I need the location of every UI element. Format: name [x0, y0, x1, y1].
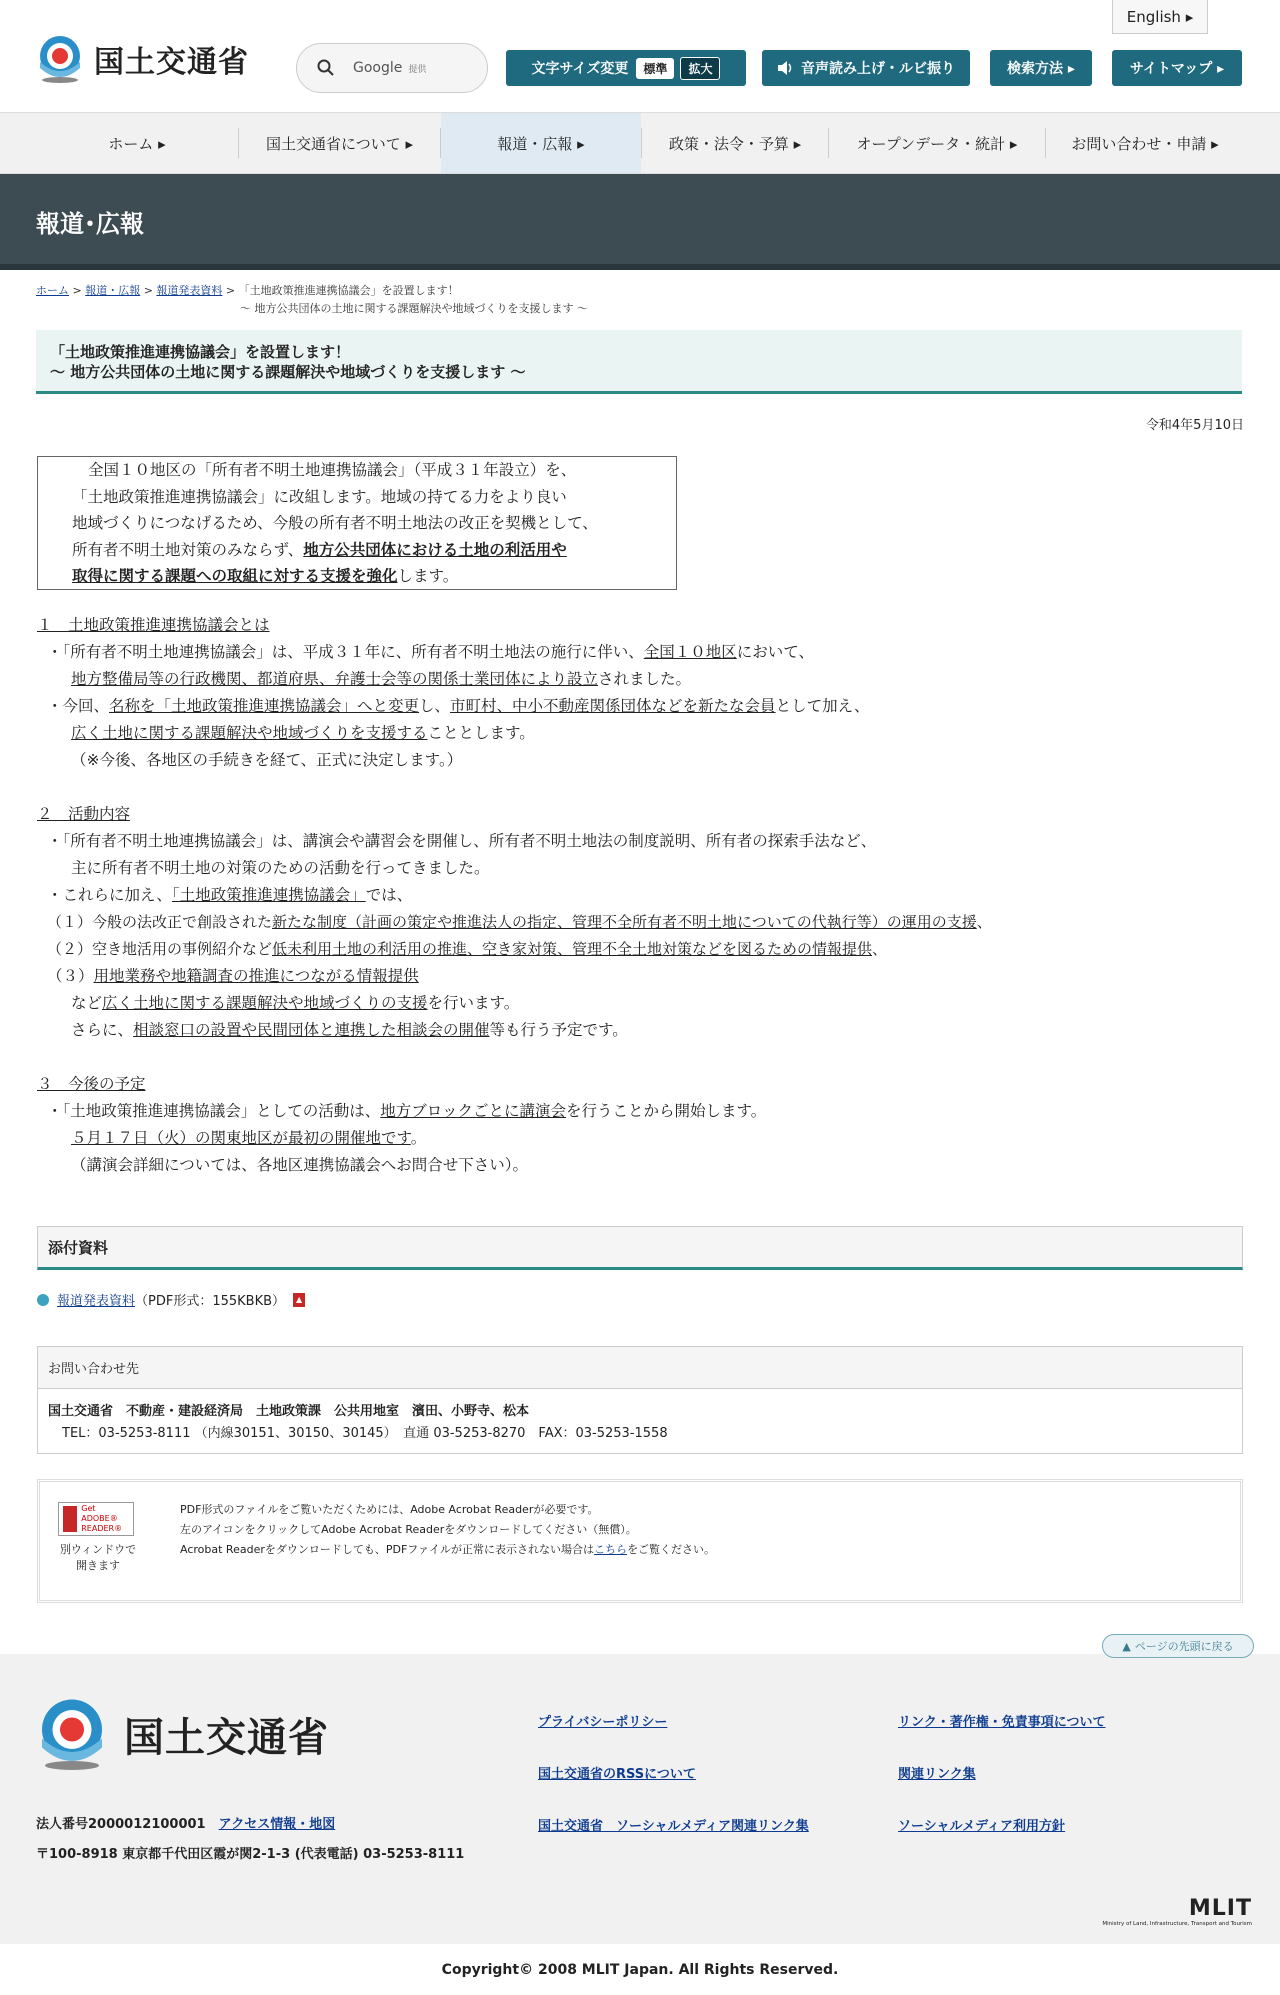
contact-body [38, 1389, 1242, 1457]
back-to-top-button[interactable] [1102, 1634, 1254, 1658]
nav-policy[interactable]: 政策・法令・予算 ▸ [668, 134, 802, 153]
summary-text: します。 [397, 567, 459, 585]
sitemap-button[interactable]: サイトマップ ▸ [1112, 50, 1242, 86]
summary-emphasis: 取得に関する課題への取組に対する支援を強化 [72, 567, 398, 585]
contact-tel: TEL：03-5253-8111 （内線30151、30150、30145） 直通 03-5253-8270 FAX：03-5253-1558 [62, 1426, 668, 1441]
article-title-line2: ～ 地方公共団体の土地に関する課題解決や地域づくりを支援します ～ [50, 363, 526, 381]
access-link[interactable]: アクセス情報・地図 [218, 1817, 336, 1832]
page-banner [0, 174, 1280, 270]
footer-link-rss[interactable]: 国土交通省のRSSについて [538, 1767, 696, 1782]
body-underline: 地方ブロックごとに講演会 [380, 1102, 566, 1120]
badge-name: ADOBE® READER® [81, 1514, 123, 1533]
body-note: （※今後、各地区の手続きを経て、正式に決定します。） [71, 751, 463, 769]
attachments-heading: 添付資料 [37, 1226, 1243, 1270]
acrobat-text-part: をご覧ください。 [627, 1543, 716, 1556]
site-logo[interactable] [36, 34, 249, 84]
body-line [37, 639, 1237, 666]
body-line [37, 909, 1237, 936]
mlit-wordmark [1102, 1896, 1252, 1927]
article-title [36, 330, 1242, 394]
body-text: さらに、 [71, 1021, 134, 1039]
corp-number-line [36, 1810, 464, 1840]
body-note: （講演会詳細については、各地区連携協議会へお問合せ下さい）。 [71, 1156, 528, 1174]
section-heading-1: １ 土地政策推進連携協議会とは [37, 616, 270, 634]
body-text: など [71, 994, 103, 1012]
logo-text: 国土交通省 [94, 45, 249, 80]
acrobat-line: PDF形式のファイルをご覧いただくためには、Adobe Acrobat Readerが必要です。 [180, 1503, 599, 1516]
search-provider-sub: 提供 [408, 64, 427, 75]
publish-date: 令和4年5月10日 [1145, 418, 1244, 433]
body-line [37, 882, 1237, 909]
body-line [37, 720, 1237, 747]
page-title: 報道･広報 [36, 210, 144, 238]
body-underline: 地方整備局等の行政機関、都道府県、弁護士会等の関係士業団体により設立 [71, 670, 599, 688]
body-line [37, 990, 1237, 1017]
body-line [37, 1017, 1237, 1044]
corp-number: 法人番号2000012100001 [36, 1817, 206, 1832]
body-underline: 市町村、中小不動産関係団体などを新たな会員 [450, 697, 776, 715]
contact-box [37, 1346, 1243, 1454]
global-nav [0, 112, 1280, 174]
body-text: を行います。 [427, 994, 520, 1012]
summary-line: 全国１０地区の「所有者不明土地連携協議会」（平成３１年設立）を、 [88, 461, 577, 479]
attachment-info: （PDF形式：155KBKB） [135, 1294, 286, 1309]
badge-top: Get [81, 1504, 96, 1513]
breadcrumb-separator: > [69, 284, 86, 297]
article-body [37, 612, 1237, 1179]
breadcrumb-separator: > [222, 284, 239, 297]
body-text: 、 [872, 940, 888, 958]
font-large-button[interactable]: 拡大 [680, 57, 720, 80]
mlit-subtext: Ministry of Land, Infrastructure, Transport and Tourism [1102, 1921, 1252, 1927]
nav-contact[interactable]: お問い合わせ・申請 ▸ [1071, 134, 1219, 153]
breadcrumb [36, 282, 588, 318]
summary-line: 地域づくりにつなげるため、今般の所有者不明土地法の改正を契機として、 [72, 514, 598, 532]
acrobat-line: 左のアイコンをクリックしてAdobe Acrobat Readerをダウンロードしてください（無償）。 [180, 1523, 637, 1536]
body-text: ・今回、 [47, 697, 110, 715]
body-text: ・これらに加え、 [47, 886, 172, 904]
summary-emphasis: 地方公共団体における土地の利活用や [303, 540, 567, 559]
mlit-logo-icon [36, 1694, 108, 1774]
breadcrumb-current-sub: ～ 地方公共団体の土地に関する課題解決や地域づくりを支援します ～ [240, 302, 588, 315]
back-to-top-label: ページの先頭に戻る [1134, 1640, 1234, 1653]
mlit-logo-icon [36, 34, 84, 84]
body-text: ・「土地政策推進連携協議会」としての活動は、 [47, 1102, 381, 1120]
body-underline: 広く土地に関する課題解決や地域づくりの支援 [102, 994, 428, 1012]
footer-info [36, 1810, 464, 1870]
footer-link-related[interactable]: 関連リンク集 [898, 1767, 976, 1782]
nav-press[interactable]: 報道・広報 ▸ [441, 113, 641, 173]
section-heading-2: ２ 活動内容 [37, 805, 131, 823]
body-underline: 広く土地に関する課題解決や地域づくりを支援する [71, 724, 428, 742]
footer-links [538, 1712, 1158, 1838]
attachment-item [37, 1290, 305, 1309]
body-line [37, 1098, 1237, 1125]
body-line: 主に所有者不明土地の対策のための活動を行ってきました。 [71, 859, 490, 877]
body-underline: 新たな制度（計画の策定や推進法人の指定、管理不全所有者不明土地についての代執行等）の運用の支援 [272, 913, 977, 931]
footer-link-copyright[interactable]: リンク・著作権・免責事項について [898, 1715, 1106, 1730]
body-text: （２）空き地活用の事例紹介など [47, 940, 273, 958]
acrobat-notice [37, 1479, 1243, 1603]
nav-about[interactable]: 国土交通省について ▸ [266, 134, 413, 153]
mlit-text: MLIT [1188, 1896, 1252, 1921]
summary-line [72, 537, 658, 564]
contact-org: 国土交通省 不動産・建設経済局 土地政策課 公共用地室 濱田、小野寺、松本 [48, 1404, 530, 1419]
breadcrumb-home[interactable]: ホーム [36, 284, 69, 297]
new-window-caption: 別ウィンドウで開きます [59, 1543, 137, 1572]
body-underline: 用地業務や地籍調査の推進につながる情報提供 [93, 967, 419, 985]
summary-box [37, 456, 677, 590]
copyright: Copyright© 2008 MLIT Japan. All Rights Reserved. [441, 1961, 839, 1978]
acrobat-help-link[interactable]: こちら [594, 1543, 628, 1556]
body-line [37, 936, 1237, 963]
adobe-badge-text [81, 1504, 133, 1534]
body-text: として加え、 [775, 697, 870, 715]
body-text: こととします。 [427, 724, 535, 742]
breadcrumb-release[interactable]: 報道発表資料 [156, 284, 223, 297]
search-method-button[interactable]: 検索方法 ▸ [990, 50, 1092, 86]
body-line: ・「所有者不明土地連携協議会」は、講演会や講習会を開催し、所有者不明土地法の制度説明、所有者の探索手法など、 [47, 832, 877, 850]
body-text: では、 [365, 886, 413, 904]
article-title-line1: 「土地政策推進連携協議会」を設置します！ [50, 343, 351, 361]
font-size-label: 文字サイズ変更 [531, 61, 629, 77]
body-line [37, 1125, 1237, 1152]
summary-line [72, 563, 658, 590]
body-text: （１）今般の法改正で創設された [47, 913, 273, 931]
contact-heading: お問い合わせ先 [38, 1347, 1242, 1389]
body-underline: 全国１０地区 [643, 643, 737, 661]
breadcrumb-press[interactable]: 報道・広報 [85, 284, 141, 297]
font-standard-button[interactable]: 標準 [636, 58, 674, 79]
body-underline: 低未利用土地の利活用の推進、空き家対策、管理不全土地対策などを図るための情報提供 [272, 940, 873, 958]
search-icon [317, 59, 335, 77]
adobe-logo-icon [63, 1506, 77, 1532]
speaker-icon [777, 61, 795, 75]
site-footer [0, 1654, 1280, 1944]
body-text: ・「所有者不明土地連携協議会」は、平成３１年に、所有者不明土地法の施行に伴い、 [47, 643, 644, 661]
nav-opendata[interactable]: オープンデータ・統計 ▸ [856, 134, 1018, 153]
footer-link-social-policy[interactable]: ソーシャルメディア利用方針 [898, 1819, 1066, 1834]
adobe-reader-badge[interactable] [58, 1502, 134, 1536]
body-line [37, 666, 1237, 693]
body-underline: 「土地政策推進連携協議会」 [171, 886, 366, 904]
body-text: 。 [410, 1129, 427, 1147]
acrobat-line [180, 1540, 715, 1560]
english-button[interactable]: English ▸ [1112, 0, 1208, 34]
pdf-icon: ▲ [293, 1293, 305, 1307]
summary-line: 「土地政策推進連携協議会」に改組します。地域の持てる力をより良い [72, 487, 567, 506]
body-text: し、 [419, 697, 451, 715]
font-size-control [506, 50, 746, 86]
body-text: されました。 [598, 670, 692, 688]
body-underline: 相談窓口の設置や民間団体と連携した相談会の開催 [133, 1021, 490, 1039]
voice-ruby-button[interactable] [762, 50, 970, 86]
site-header [0, 0, 1280, 112]
search-input[interactable] [296, 43, 488, 93]
body-text: 、 [976, 913, 992, 931]
body-line [37, 693, 1237, 720]
footer-link-social-links[interactable]: 国土交通省 ソーシャルメディア関連リンク集 [538, 1819, 809, 1834]
body-text: を行うことから開始します。 [565, 1102, 767, 1120]
spacer [37, 1044, 1237, 1071]
body-line [37, 963, 1237, 990]
breadcrumb-current: 「土地政策推進連携協議会」を設置します！ [238, 284, 459, 297]
search-provider-label: Google [353, 60, 403, 76]
footer-link-privacy[interactable]: プライバシーポリシー [538, 1715, 668, 1730]
footer-logo-text: 国土交通省 [124, 1714, 329, 1761]
section-heading-3: ３ 今後の予定 [37, 1075, 146, 1093]
acrobat-text [180, 1500, 715, 1560]
attachment-link[interactable]: 報道発表資料 [57, 1294, 136, 1309]
spacer [37, 774, 1237, 801]
body-underline: 名称を「土地政策推進連携協議会」へと変更 [109, 697, 420, 715]
up-arrow-icon: ▲ [1122, 1639, 1131, 1653]
acrobat-text-part: Acrobat Readerをダウンロードしても、PDFファイルが正常に表示されない場合は [180, 1543, 595, 1556]
body-text: 等も行う予定です。 [489, 1021, 628, 1039]
voice-label: 音声読み上げ・ルビ振り [801, 61, 955, 77]
body-underline: ５月１７日（火）の関東地区が最初の開催地です [71, 1129, 411, 1147]
body-text: において、 [736, 643, 814, 661]
breadcrumb-separator: > [140, 284, 157, 297]
summary-text: 所有者不明土地対策のみならず、 [72, 540, 304, 559]
address: 〒100-8918 東京都千代田区霞が関2-1-3 (代表電話) 03-5253-8111 [36, 1847, 465, 1862]
body-text: （３） [47, 967, 94, 985]
arrow-circle-icon [37, 1294, 49, 1306]
nav-home[interactable]: ホーム ▸ [108, 134, 166, 153]
footer-logo[interactable] [36, 1694, 329, 1774]
